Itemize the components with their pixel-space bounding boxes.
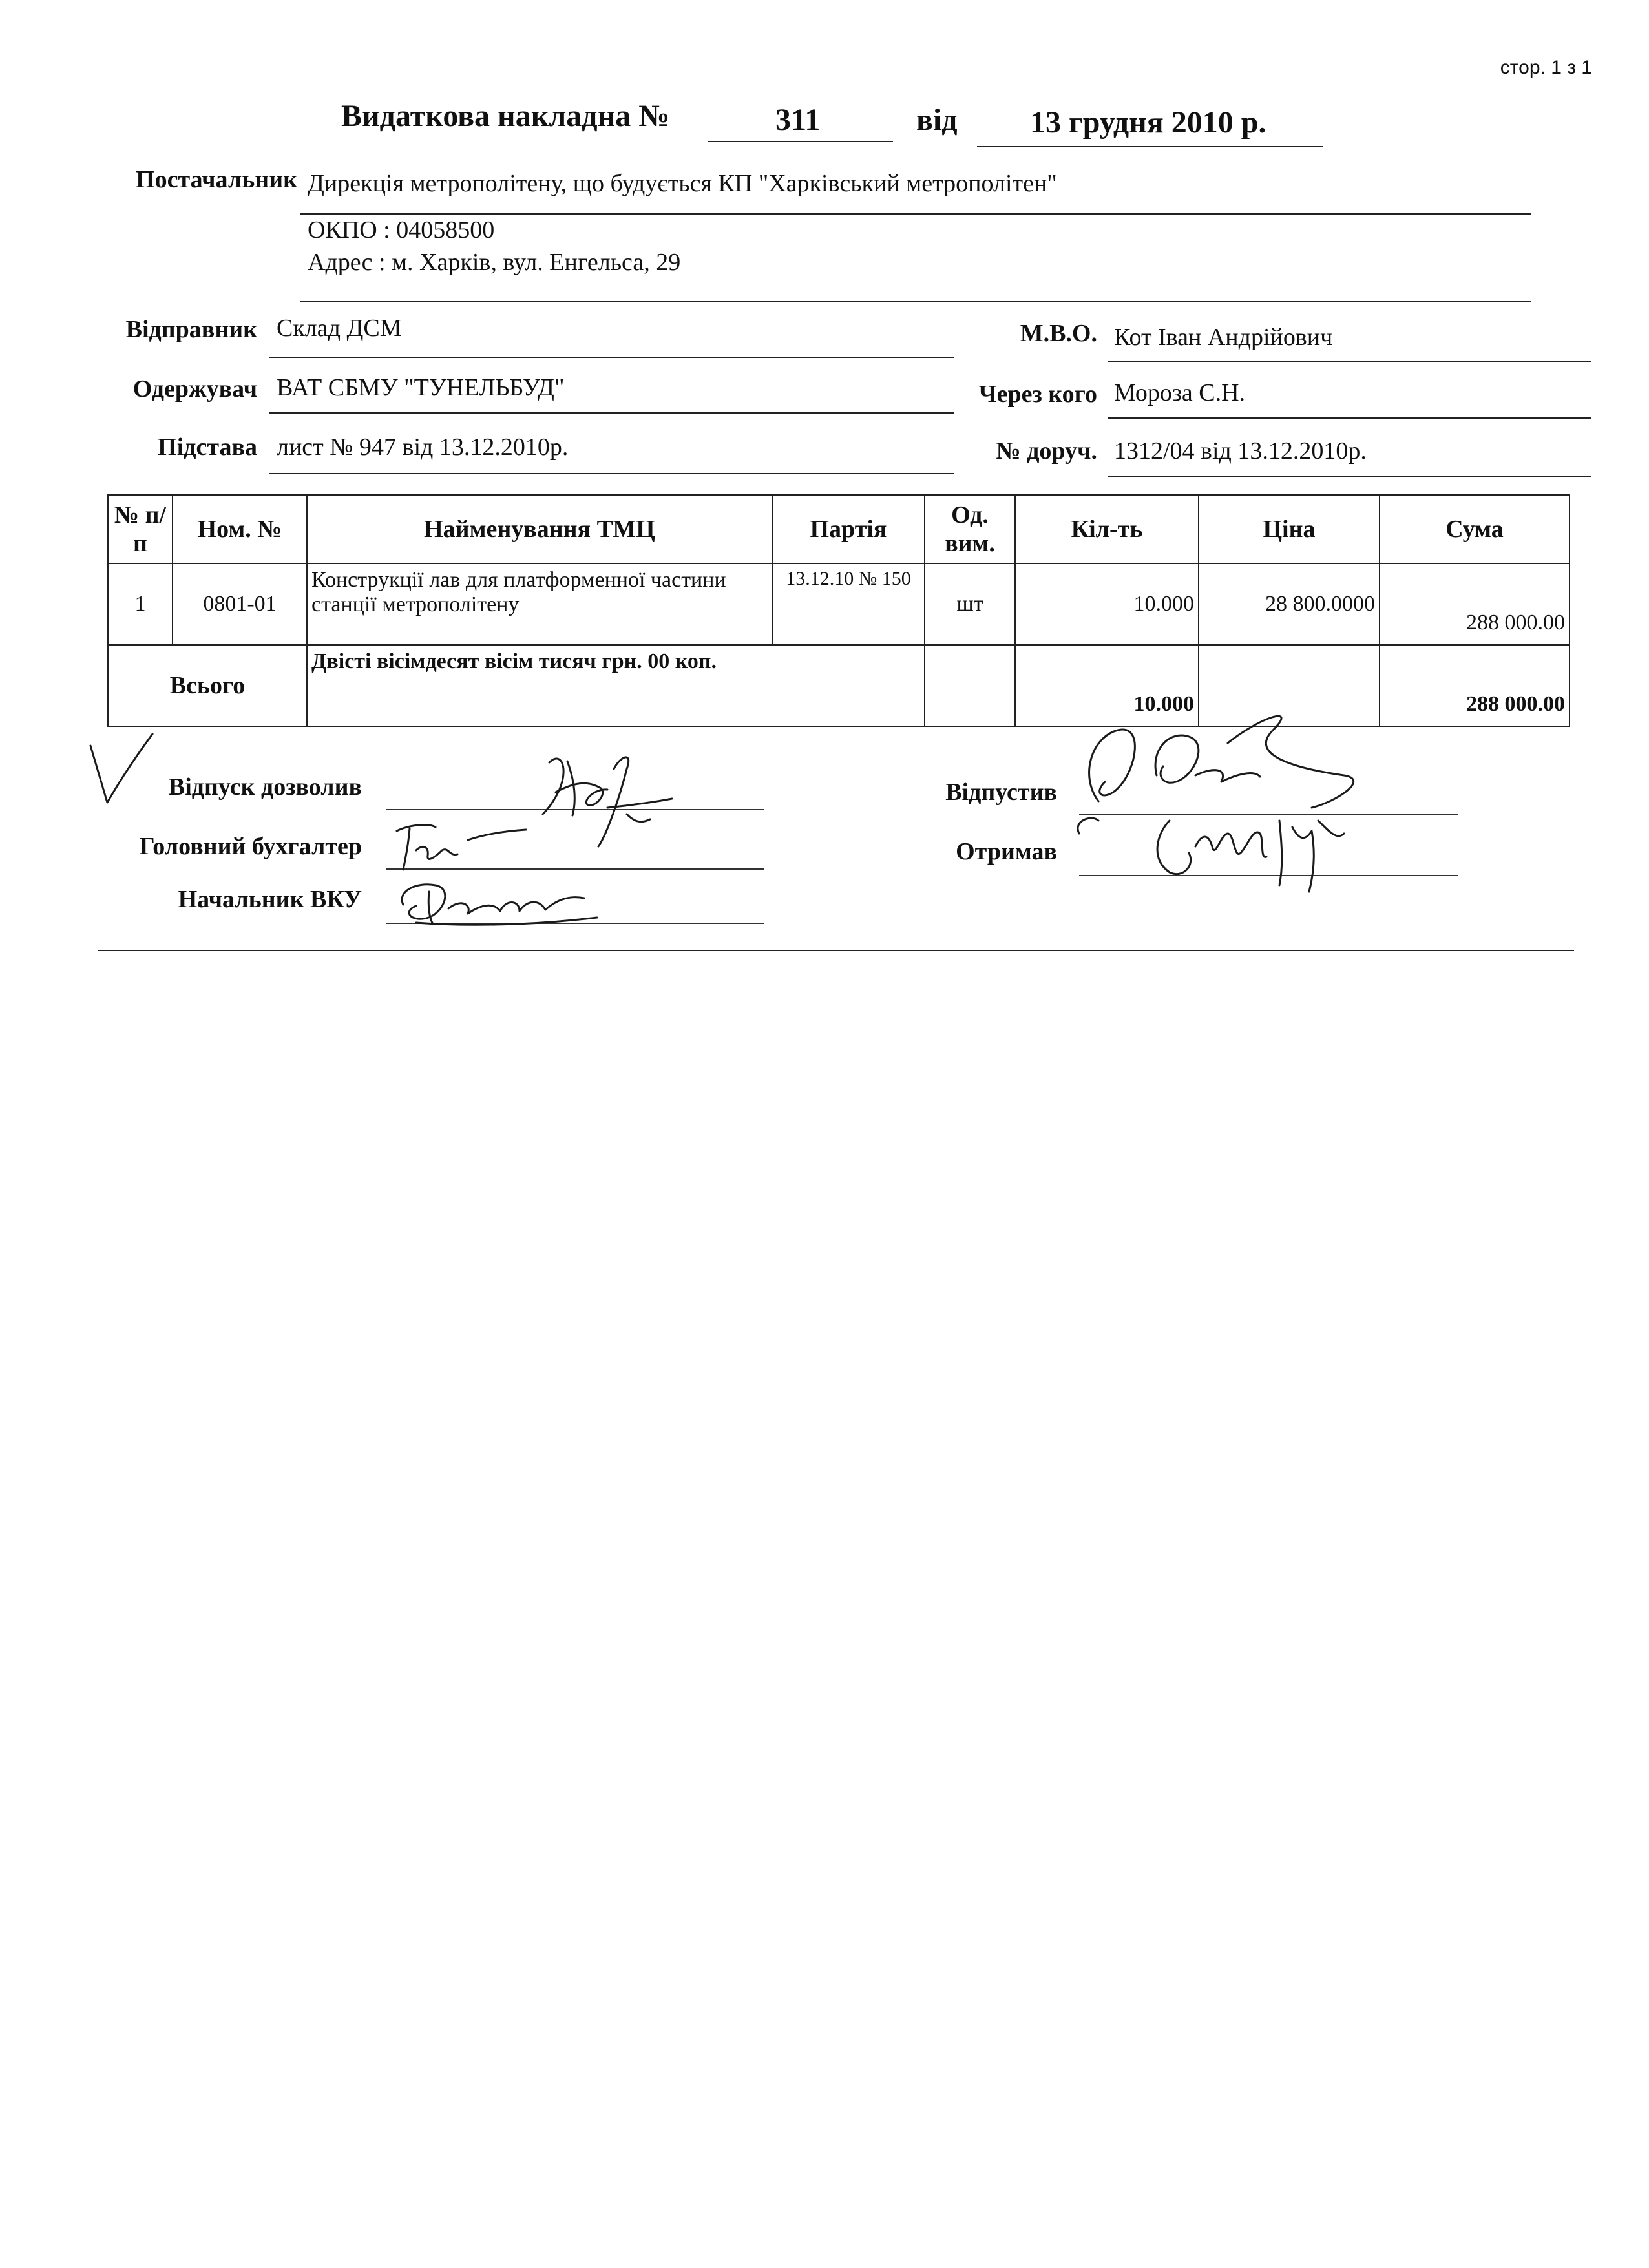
allowed-signature	[536, 743, 691, 853]
col-header-num: № п/п	[108, 495, 173, 563]
footer-divider	[98, 950, 1574, 951]
basis-value: лист № 947 від 13.12.2010р.	[277, 434, 569, 461]
invoice-date-underline	[977, 146, 1323, 147]
chief-accountant-signature	[390, 818, 539, 876]
head-signature	[390, 872, 623, 930]
cell-sum: 288 000.00	[1380, 563, 1570, 645]
proxy-underline	[1108, 476, 1591, 477]
total-unit-empty	[925, 645, 1015, 726]
supplier-okpo: ОКПО : 04058500	[308, 216, 495, 244]
basis-label: Підстава	[158, 434, 257, 461]
supplier-underline	[300, 213, 1531, 215]
proxy-value: 1312/04 від 13.12.2010р.	[1114, 437, 1367, 465]
col-header-unit: Од. вим.	[925, 495, 1015, 563]
total-words: Двісті вісімдесят вісім тисяч грн. 00 коп.	[307, 645, 925, 726]
col-header-name: Найменування ТМЦ	[307, 495, 772, 563]
supplier-address: Адрес : м. Харків, вул. Енгельса, 29	[308, 249, 681, 276]
mvo-label: М.В.О.	[1020, 320, 1097, 347]
invoice-date: 13 грудня 2010 р.	[1030, 105, 1266, 140]
cell-nom: 0801-01	[173, 563, 307, 645]
mvo-value: Кот Іван Андрійович	[1114, 324, 1333, 351]
received-signature	[1150, 795, 1357, 898]
total-sum: 288 000.00	[1380, 645, 1570, 726]
proxy-label: № доруч.	[996, 437, 1097, 465]
cell-qty: 10.000	[1015, 563, 1199, 645]
allowed-label: Відпуск дозволив	[168, 773, 362, 801]
cell-num: 1	[108, 563, 173, 645]
col-header-nom: Ном. №	[173, 495, 307, 563]
table-row	[108, 563, 1570, 645]
cell-name: Конструкції лав для платформенної частини станції метрополітену	[307, 563, 772, 645]
supplier-name: Дирекція метрополітену, що будується КП "Харківський метрополітен"	[308, 170, 1057, 197]
via-value: Мороза С.Н.	[1114, 379, 1246, 406]
chief-accountant-label: Головний бухгалтер	[139, 833, 362, 860]
cell-batch: 13.12.10 № 150	[772, 563, 925, 645]
receiver-underline	[269, 412, 954, 414]
col-header-qty: Кіл-ть	[1015, 495, 1199, 563]
supplier-label: Постачальник	[136, 166, 297, 193]
via-label: Через кого	[978, 381, 1097, 408]
receiver-label: Одержувач	[132, 375, 257, 403]
goods-table	[107, 494, 1570, 727]
date-label: від	[916, 103, 958, 137]
supplier-address-underline	[300, 301, 1531, 302]
cell-price: 28 800.0000	[1199, 563, 1380, 645]
receiver-value: ВАТ СБМУ "ТУНЕЛЬБУД"	[277, 374, 565, 401]
mvo-underline	[1108, 361, 1591, 362]
col-header-price: Ціна	[1199, 495, 1380, 563]
total-qty: 10.000	[1015, 645, 1199, 726]
sender-underline	[269, 357, 954, 358]
checkmark-icon	[88, 730, 159, 814]
via-underline	[1108, 417, 1591, 419]
total-label: Всього	[108, 645, 307, 726]
cell-unit: шт	[925, 563, 1015, 645]
sender-value: Склад ДСМ	[277, 315, 402, 342]
col-header-sum: Сума	[1380, 495, 1570, 563]
invoice-number-underline	[708, 141, 893, 142]
sender-label: Відправник	[125, 316, 257, 343]
basis-underline	[269, 473, 954, 474]
invoice-number: 311	[775, 103, 821, 137]
col-header-batch: Партія	[772, 495, 925, 563]
received-label: Отримав	[956, 838, 1057, 865]
document-title: Видаткова накладна №	[341, 99, 670, 133]
released-label: Відпустив	[945, 779, 1057, 806]
table-header-row	[108, 495, 1570, 563]
head-label: Начальник ВКУ	[178, 886, 362, 913]
page-indicator: стор. 1 з 1	[1500, 57, 1592, 78]
